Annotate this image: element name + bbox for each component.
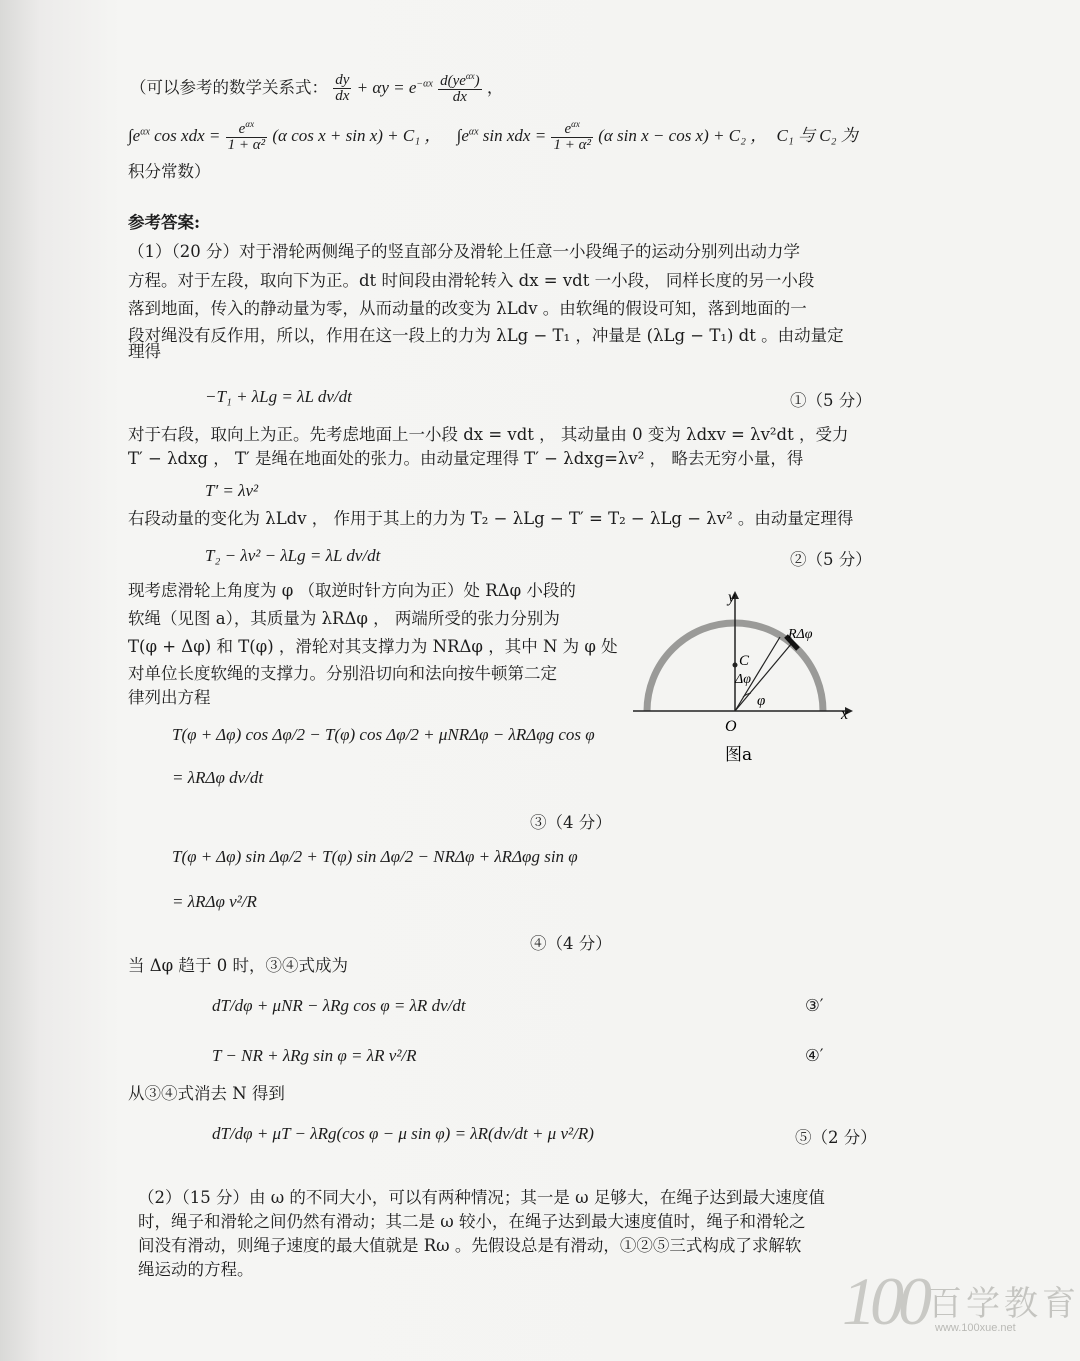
delta-phi-label: Δφ [735, 672, 751, 687]
equation-4-mark: ④（4 分） [530, 934, 612, 953]
part1-line-12: 对单位长度软绳的支撑力。分别沿切向和法向按牛顿第二定 [128, 664, 557, 683]
equation-5-mark: ⑤（2 分） [795, 1128, 877, 1147]
equation-3-prime: dT/dφ + μNR − λRg cos φ = λR dv/dt [212, 996, 466, 1015]
note-line-1 [130, 72, 503, 105]
y-axis-label: y [728, 589, 736, 606]
equation-4-prime-mark: ④′ [805, 1046, 824, 1065]
part1-line-11: T(φ + Δφ) 和 T(φ) ，滑轮对其支撑力为 NRΔφ ，其中 N 为 φ 处 [128, 637, 618, 656]
origin-label: O [725, 718, 737, 735]
equation-4-prime: T − NR + λRg sin φ = λR v²/R [212, 1046, 417, 1065]
figure-a [625, 585, 865, 770]
part1-line-8: 右段动量的变化为 λLdv ， 作用于其上的力为 T₂ − λLg − T′ = T₂ − λLg − λv² 。由动量定理得 [128, 509, 854, 528]
part1-line-14: 当 Δφ 趋于 0 时，③④式成为 [128, 956, 348, 975]
note-formula-1: $\frac{dy}{dx}$ + $\alpha y = e^{-\alpha x}$ $\frac{d(ye^{\alpha x})}{dx}$ ， [335, 71, 504, 105]
equation-T-prime: T′ = λv² [205, 481, 259, 500]
equation-1: −T₁ + λLg = λL dv/dt [205, 387, 352, 406]
equation-5: dT/dφ + μT − λRg(cos φ − μ sin φ) = λR(dv/dt + μ v²/R) [212, 1124, 594, 1143]
part1-line-5: 理得 [128, 342, 161, 361]
part2-line-3: 间没有滑动，则绳子速度的最大值就是 Rω 。先假设总是有滑动，①②⑤三式构成了求解软 [138, 1236, 802, 1255]
watermark-url: www.100xue.net [935, 1322, 1016, 1334]
r-delta-phi-label: RΔφ [788, 627, 813, 642]
part1-line-13: 律列出方程 [128, 688, 211, 707]
part1-line-4: 段对绳没有反作用，所以，作用在这一段上的力为 λLg − T₁ ，冲量是 (λLg − T₁) dt 。由动量定 [128, 326, 844, 345]
part1-line-9: 现考虑滑轮上角度为 φ （取逆时针方向为正）处 RΔφ 小段的 [128, 581, 576, 600]
part1-line-7: T′ − λdxg ， T′ 是绳在地面处的张力。由动量定理得 T′ − λdxg=λv² ， 略去无穷小量，得 [128, 449, 804, 468]
part1-line-1: （1）（20 分）对于滑轮两侧绳子的竖直部分及滑轮上任意一小段绳子的运动分别列出动力学 [128, 242, 800, 261]
figure-caption: 图a [725, 745, 753, 765]
equation-1-mark: ①（5 分） [790, 391, 872, 410]
x-axis-label: x [841, 706, 849, 723]
part1-line-2: 方程。对于左段，取向下为正。dt 时间段由滑轮转入 dx = vdt 一小段， 同样长度的另一小段 [128, 271, 815, 290]
equation-3b: = λRΔφ dv/dt [172, 768, 264, 787]
equation-4b: = λRΔφ v²/R [172, 892, 257, 911]
part2-line-1: （2）（15 分）由 ω 的不同大小，可以有两种情况；其一是 ω 足够大，在绳子达到最大速度值 [138, 1188, 825, 1207]
equation-3-prime-mark: ③′ [805, 996, 824, 1015]
part2-line-2: 时，绳子和滑轮之间仍然有滑动；其二是 ω 较小，在绳子达到最大速度值时，绳子和滑轮之 [138, 1212, 806, 1231]
equation-4a: T(φ + Δφ) sin Δφ/2 + T(φ) sin Δφ/2 − NRΔφ + λRΔφg sin φ [172, 847, 578, 866]
center-of-mass-dot [733, 663, 738, 668]
equation-2: T₂ − λv² − λLg = λL dv/dt [205, 546, 381, 565]
equation-3a: T(φ + Δφ) cos Δφ/2 − T(φ) cos Δφ/2 + μNRΔφ − λRΔφg cos φ [172, 725, 595, 744]
answer-header: 参考答案: [128, 213, 201, 232]
watermark-name: 百学教育 [928, 1284, 1080, 1324]
equation-3-mark: ③（4 分） [530, 813, 612, 832]
part2-line-4: 绳运动的方程。 [138, 1260, 254, 1279]
phi-label: φ [757, 693, 766, 709]
part1-line-3: 落到地面，传入的静动量为零，从而动量的改变为 λLdv 。由软绳的假设可知，落到地面的一 [128, 299, 807, 318]
watermark-number: 100 [842, 1263, 926, 1339]
center-label: C [739, 653, 750, 669]
equation-2-mark: ②（5 分） [790, 550, 872, 569]
part1-line-10: 软绳（见图 a），其质量为 λRΔφ ， 两端所受的张力分别为 [128, 609, 560, 628]
part1-line-15: 从③④式消去 N 得到 [128, 1084, 285, 1103]
note-line-3: 积分常数） [128, 162, 211, 181]
note-line-2: $\int e^{\alpha x}$ cos xdx = $\frac{e^{\alpha x}}{\text{1 + α²}}$ (α cos x + sin x) + C₁ ， $\int e^{\alpha x}$ sin xdx = $\frac{e^{\alpha x}}{\text{1 + α²}}$ (α sin x − cos x) + C₂ ， C₁ 与 C₂ 为 [128, 119, 858, 153]
part1-line-6: 对于右段，取向上为正。先考虑地面上一小段 dx = vdt ， 其动量由 0 变为 λdxv = λv²dt ，受力 [128, 425, 849, 444]
note-prefix: （可以参考的数学关系式： [130, 78, 328, 97]
